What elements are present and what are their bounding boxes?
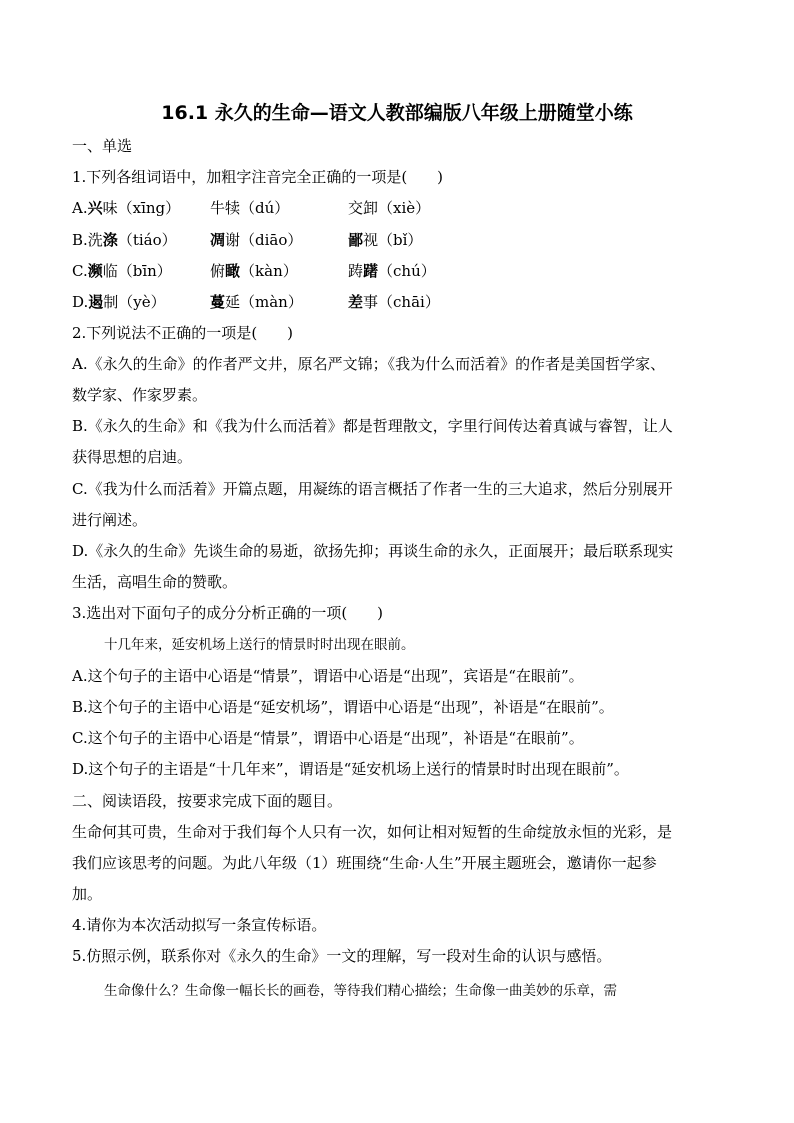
option-cell: 凋谢（diāo） [210,231,303,249]
question-3-stem: 3.选出对下面句子的成分分析正确的一项( ) [72,604,384,622]
section-heading-single-choice: 一、单选 [72,137,133,155]
question-2-option-b-line1: B.《永久的生命》和《我为什么而活着》都是哲理散文，字里行间传达着真诚与睿智，让人 [72,417,673,435]
question-5-stem: 5.仿照示例，联系你对《永久的生命》一文的理解，写一段对生命的认识与感悟。 [72,947,612,965]
option-cell: 蔓延（màn） [210,293,303,311]
question-3-sentence: 十几年来，延安机场上送行的情景时时出现在眼前。 [104,637,415,653]
question-2-option-a-line1: A.《永久的生命》的作者严文井，原名严文锦；《我为什么而活着》的作者是美国哲学家、 [72,355,666,373]
option-cell: B.洗涤（tiáo） [72,231,177,249]
option-cell: A.兴味（xīng） [72,199,181,217]
passage-line: 生命何其可贵，生命对于我们每个人只有一次，如何让相对短暂的生命绽放永恒的光彩，是 [72,823,673,841]
section-heading-reading: 二、阅读语段，按要求完成下面的题目。 [72,792,343,810]
question-2-option-d-line2: 生活，高唱生命的赞歌。 [72,573,238,591]
question-3-option-a: A.这个句子的主语中心语是“情景”，谓语中心语是“出现”，宾语是“在眼前”。 [72,667,584,685]
question-2-option-a-line2: 数学家、作家罗素。 [72,386,208,404]
question-4-stem: 4.请你为本次活动拟写一条宣传标语。 [72,916,327,934]
option-cell: D.遏制（yè） [72,293,166,311]
option-cell: 鄙视（bǐ） [348,231,423,249]
question-3-option-d: D.这个句子的主语是“十几年来”，谓语是“延安机场上送行的情景时时出现在眼前”。 [72,760,629,778]
page-title: 16.1 永久的生命—语文人教部编版八年级上册随堂小练 [161,102,633,124]
option-cell: C.濒临（bīn） [72,262,172,280]
option-cell: 牛犊（dú） [210,199,290,217]
question-3-option-b: B.这个句子的主语中心语是“延安机场”，谓语中心语是“出现”，补语是“在眼前”。 [72,698,614,716]
question-2-stem: 2.下列说法不正确的一项是( ) [72,324,294,342]
passage-line: 加。 [72,885,103,903]
question-1-stem: 1.下列各组词语中，加粗字注音完全正确的一项是( ) [72,168,444,186]
question-3-option-c: C.这个句子的主语中心语是“情景”，谓语中心语是“出现”，补语是“在眼前”。 [72,729,584,747]
option-cell: 俯瞰（kàn） [210,262,298,280]
option-cell: 差事（chāi） [348,293,440,311]
question-2-option-d-line1: D.《永久的生命》先谈生命的易逝，欲扬先抑；再谈生命的永久，正面展开；最后联系现实 [72,542,674,560]
question-2-option-c-line2: 进行阐述。 [72,511,148,529]
question-2-option-c-line1: C.《我为什么而活着》开篇点题，用凝练的语言概括了作者一生的三大追求，然后分别展开 [72,480,673,498]
option-cell: 交卸（xiè） [348,199,431,217]
option-cell: 踌躇（chú） [348,262,436,280]
passage-line: 我们应该思考的问题。为此八年级（1）班围绕“生命·人生”开展主题班会，邀请你一起参 [72,854,657,872]
question-5-example: 生命像什么？生命像一幅长长的画卷，等待我们精心描绘；生命像一曲美妙的乐章，需 [104,983,617,999]
question-2-option-b-line2: 获得思想的启迪。 [72,448,193,466]
